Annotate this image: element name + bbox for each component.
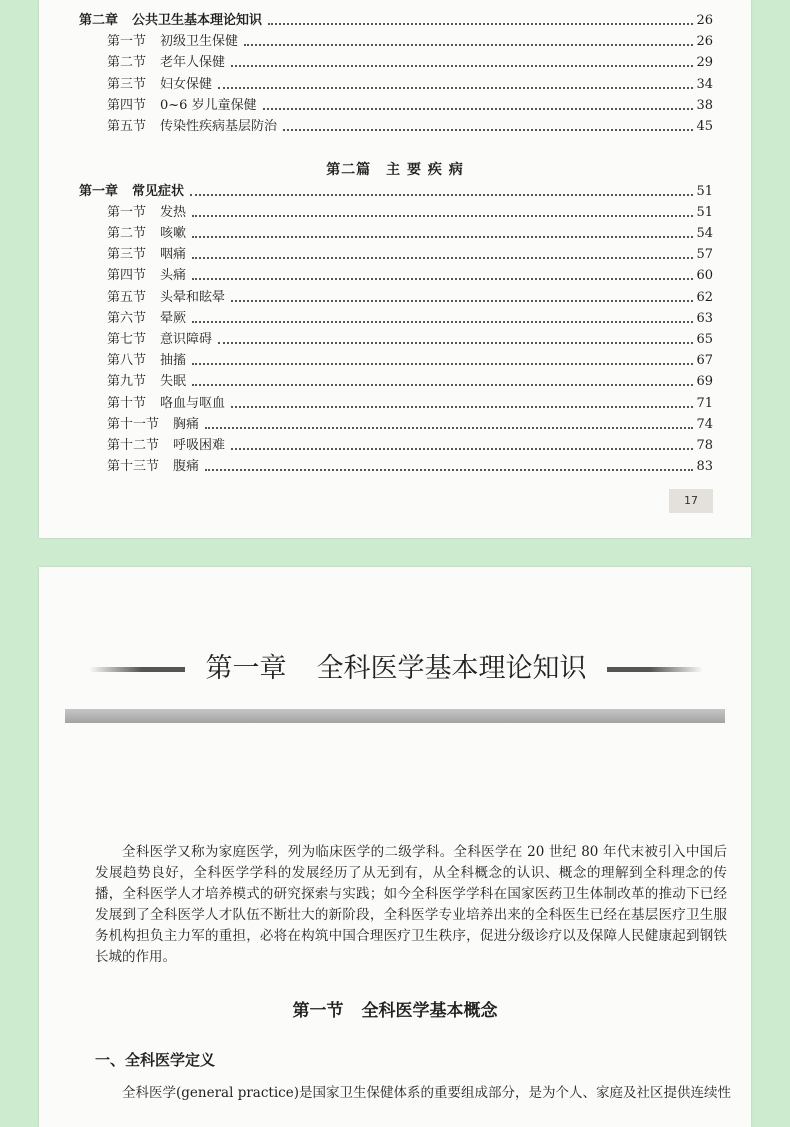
intro-paragraph: 全科医学又称为家庭医学，列为临床医学的二级学科。全科医学在 20 世纪 80 年代末被引入中国后发展趋势良好，全科医学学科的发展经历了从无到有，从全科概念的认识、概念的理解到全科理念的传播，全科医学人才培养模式的研究探索与实践；如今全科医学学科在国家医药卫生体制改革的推动下已经发展到了全科医学人才队伍不断壮大的新阶段，全科医学专业培养出来的全科医生已经在基层医疗卫生服务机构担负主力军的重担，必将在构筑中国合理医疗卫生秩序，促进分级诊疗以及保障人民健康起到钢铁长城的作用。 [95, 844, 727, 965]
toc-chapter-row [39, 10, 751, 31]
toc-section-row [39, 31, 751, 52]
toc-leader-dots [263, 108, 693, 110]
toc-entry-label [107, 52, 225, 73]
toc-entry-label [107, 371, 186, 392]
definition-paragraph: 全科医学(general practice)是国家卫生保健体系的重要组成部分，是为个人、家庭及社区提供连续性 [122, 1085, 731, 1101]
toc-entry-title: 意识障碍 [160, 331, 213, 347]
toc-section-row [39, 265, 751, 286]
toc-chapter-row [39, 181, 751, 202]
toc-entry-label [107, 74, 212, 95]
toc-entry-title: 抽搐 [160, 353, 187, 369]
heading-rule-right [607, 667, 703, 672]
toc-section-row [39, 116, 751, 137]
toc-entry-label [107, 223, 186, 244]
toc-entry-number: 第八节 [107, 353, 147, 369]
toc-page-number: 57 [696, 247, 713, 263]
toc-entry-number: 第三节 [107, 76, 147, 92]
toc-entry-label [107, 456, 199, 477]
toc-entry-number: 第四节 [107, 268, 147, 284]
toc-page-number: 65 [696, 331, 713, 347]
toc-entry-number: 第七节 [107, 331, 147, 347]
toc-entry-number: 第二节 [107, 55, 147, 71]
toc-page-number: 60 [696, 268, 713, 284]
toc-entry-title: 腹痛 [173, 459, 200, 475]
toc-entry-title: 传染性疾病基层防治 [160, 119, 278, 134]
toc-entry-title: 咽痛 [160, 247, 187, 263]
toc-page-number: 51 [696, 183, 713, 199]
toc-leader-dots [192, 321, 693, 323]
toc-page-number: 78 [696, 437, 713, 453]
toc-page-number: 67 [696, 353, 713, 369]
toc-entry-label [79, 10, 262, 31]
toc-entry-label [107, 95, 257, 116]
heading-rule-left [89, 667, 185, 672]
toc-leader-dots [192, 384, 693, 386]
toc-entry-number: 第三节 [107, 247, 147, 263]
section-heading [39, 999, 751, 1023]
toc-section-row [39, 393, 751, 414]
toc-page-number: 74 [696, 416, 713, 432]
toc-entry-label [107, 393, 225, 414]
toc-entry-title: 老年人保健 [160, 55, 226, 71]
toc-section-row [39, 371, 751, 392]
toc-entry-number: 第一节 [107, 204, 147, 220]
toc-entry-label [107, 287, 225, 308]
toc-page-number: 34 [696, 76, 713, 92]
toc-section-row [39, 244, 751, 265]
toc-entry-label [107, 31, 238, 52]
toc-entry-label [107, 265, 186, 286]
toc-entry-label [107, 329, 212, 350]
toc-leader-dots [192, 215, 693, 217]
toc-entry-number: 第十三节 [107, 459, 160, 475]
toc-entry-number: 第十节 [107, 395, 147, 411]
toc-page-number: 29 [696, 55, 713, 71]
toc-entry-number: 第一节 [107, 34, 147, 50]
toc-leader-dots [192, 278, 693, 280]
toc-page-number: 71 [696, 395, 713, 411]
toc-entry-label [107, 202, 186, 223]
toc-entry-title: 咳嗽 [160, 225, 187, 241]
toc-leader-dots [192, 363, 693, 365]
toc-entry-title: 头痛 [160, 268, 187, 284]
toc-section-row [39, 329, 751, 350]
toc-section-row [39, 308, 751, 329]
toc-page-number: 62 [696, 289, 713, 305]
toc-page-number: 26 [696, 13, 713, 28]
toc-page-number: 51 [696, 204, 713, 220]
toc-entry-label [107, 435, 225, 456]
toc-page-number: 38 [696, 97, 713, 113]
toc-entry-label [107, 350, 186, 371]
toc-entry-title: 呼吸困难 [173, 437, 226, 453]
toc-leader-dots [192, 236, 693, 238]
toc-leader-dots [283, 129, 693, 131]
toc-entry-number: 第六节 [107, 310, 147, 326]
toc-page-number: 45 [696, 119, 713, 134]
toc-entry-title: 初级卫生保健 [160, 34, 239, 50]
toc-entry-number: 第四节 [107, 97, 147, 113]
toc-section-row [39, 456, 751, 477]
toc-leader-dots [231, 406, 693, 408]
subsection-heading: 一、全科医学定义 [95, 1051, 216, 1069]
toc-entry-label [79, 181, 184, 202]
toc-page-number: 83 [696, 459, 713, 475]
toc-leader-dots [190, 194, 693, 196]
toc-section-row [39, 223, 751, 244]
toc-section-row [39, 350, 751, 371]
toc-section-row [39, 414, 751, 435]
toc-entry-label [107, 308, 186, 329]
toc-entry-number: 第十一节 [107, 416, 160, 432]
toc-entry-label [107, 414, 199, 435]
toc-section-row [39, 435, 751, 456]
toc-entry-number: 第二节 [107, 225, 147, 241]
chapter-page [39, 567, 751, 1127]
toc-page-number: 63 [696, 310, 713, 326]
toc-leader-dots [218, 87, 693, 89]
toc-leader-dots [205, 427, 693, 429]
toc-page [39, 0, 751, 538]
toc-entry-number: 第十二节 [107, 437, 160, 453]
toc-page-number: 54 [696, 225, 713, 241]
toc-entry-title: 失眠 [160, 374, 187, 390]
toc-leader-dots [231, 65, 693, 67]
toc-leader-dots [244, 44, 693, 46]
toc-section-row [39, 287, 751, 308]
chapter-number: 第一章 [205, 653, 287, 684]
page-number: 17 [669, 489, 713, 513]
toc-entry-title: 咯血与呕血 [160, 395, 226, 411]
toc-leader-dots [231, 448, 693, 450]
toc-entry-label [107, 116, 277, 137]
toc-entry-title: 发热 [160, 204, 187, 220]
toc-entry-title: 晕厥 [160, 310, 187, 326]
toc-page-number: 69 [696, 374, 713, 390]
toc-section-row [39, 74, 751, 95]
chapter-heading [39, 649, 751, 689]
chapter-title-text: 全科医学基本理论知识 [316, 653, 587, 684]
toc-entry-label [107, 244, 186, 265]
toc-entry-title: 常见症状 [132, 183, 185, 199]
section-number: 第一节 [292, 1001, 344, 1021]
toc-entry-title: 胸痛 [173, 416, 200, 432]
chapter-title [195, 649, 597, 689]
toc-entry-number: 第九节 [107, 374, 147, 390]
decorative-strip [65, 709, 725, 723]
toc-leader-dots [205, 469, 693, 471]
section-title: 全科医学基本概念 [361, 1001, 498, 1021]
part-title: 第二篇 主 要 疾 病 [326, 162, 464, 178]
toc-section-row [39, 52, 751, 73]
toc-page-number: 26 [696, 34, 713, 50]
toc-entry-number: 第五节 [107, 119, 147, 134]
toc-entry-title: 头晕和眩晕 [160, 289, 226, 305]
toc-leader-dots [192, 257, 693, 259]
toc-entry-title: 公共卫生基本理论知识 [132, 13, 263, 28]
toc-leader-dots [218, 342, 693, 344]
toc-entry-number: 第一章 [79, 183, 119, 199]
toc-leader-dots [268, 23, 693, 25]
toc-entry-title: 0~6 岁儿童保健 [160, 97, 257, 113]
toc-entry-number: 第五节 [107, 289, 147, 305]
toc-entry-title: 妇女保健 [160, 76, 213, 92]
toc-leader-dots [231, 300, 693, 302]
toc-section-row [39, 202, 751, 223]
toc-entry-number: 第二章 [79, 13, 119, 28]
toc-section-row [39, 95, 751, 116]
